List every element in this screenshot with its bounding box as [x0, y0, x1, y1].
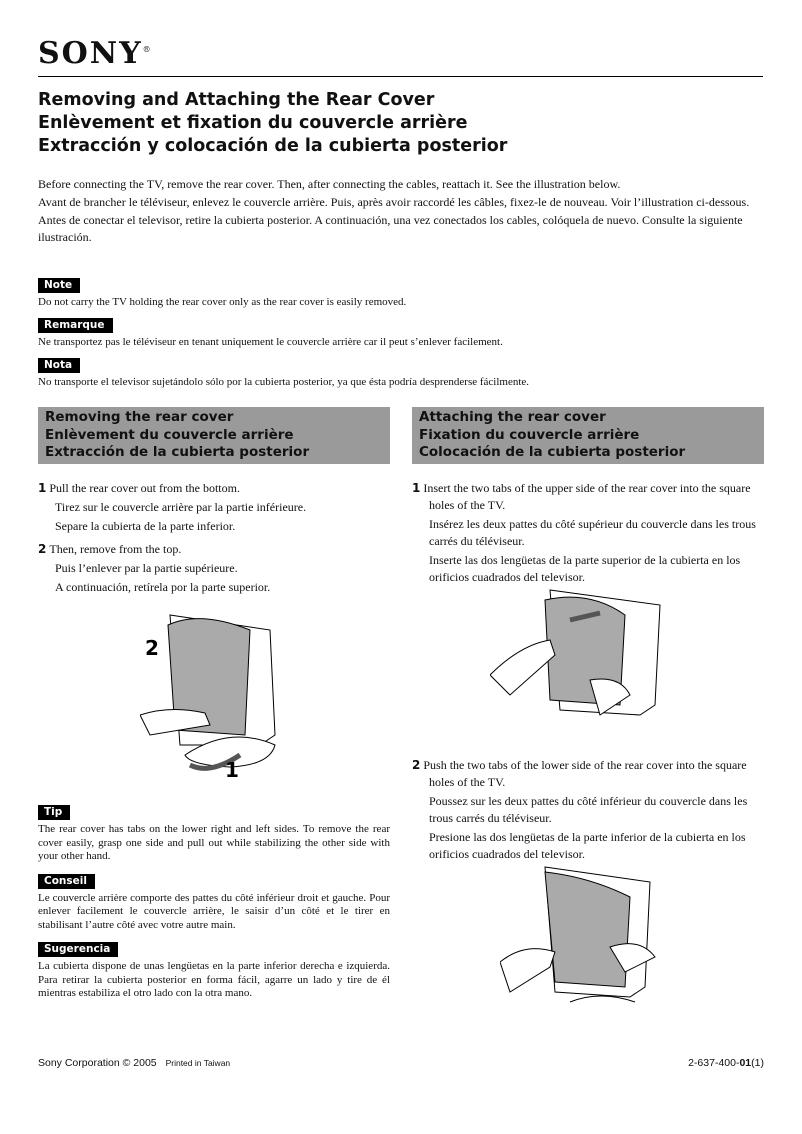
removing-header	[38, 407, 390, 464]
step-text: Puis l’enlever par la partie supérieure.	[55, 561, 238, 575]
notes	[38, 275, 766, 395]
header-rule	[38, 76, 763, 77]
remarque-text: Ne transportez pas le téléviseur en tenant uniquement le couvercle arrière car il peut s’enlever facilement.	[38, 336, 503, 348]
sugerencia-label: Sugerencia	[38, 942, 118, 957]
removing-section	[38, 407, 390, 602]
step-text: Insert the two tabs of the upper side of the rear cover into the square holes of the TV.	[423, 481, 751, 512]
nota-label: Nota	[38, 358, 80, 373]
removing-step-2	[38, 541, 390, 596]
step-text: Insérez les deux pattes du côté supérieur du couvercle dans les trous carrés du téléviseur.	[429, 517, 756, 548]
tips	[38, 802, 390, 1008]
attaching-step-2	[412, 757, 764, 869]
attaching-step-1	[412, 480, 764, 586]
callout-2: 2	[145, 636, 159, 660]
step-number: 1	[412, 481, 421, 495]
printed-in: Printed in Taiwan	[165, 1058, 231, 1068]
attaching-bottom-illustration	[500, 862, 670, 1012]
intro-en: Before connecting the TV, remove the rear cover. Then, after connecting the cables, reattach it. See the illustration below.	[38, 177, 621, 191]
header-line: Removing the rear cover	[45, 409, 234, 425]
attaching-header	[412, 407, 764, 464]
title-fr: Enlèvement et fixation du couvercle arrière	[38, 113, 468, 133]
intro	[38, 176, 766, 247]
remarque-label: Remarque	[38, 318, 113, 333]
title-es: Extracción y colocación de la cubierta posterior	[38, 136, 508, 156]
title-en: Removing and Attaching the Rear Cover	[38, 90, 435, 110]
page-title	[38, 89, 507, 158]
intro-es: Antes de conectar el televisor, retire la cubierta posterior. A continuación, una vez conectados los cables, colóquela de nuevo. Consulte la siguiente ilustración.	[38, 213, 743, 244]
step-text: Pull the rear cover out from the bottom.	[49, 481, 240, 495]
step-text: Tirez sur le couvercle arrière par la partie inférieure.	[55, 500, 307, 514]
note-label: Note	[38, 278, 80, 293]
code-bold: 01	[739, 1057, 752, 1069]
step-number: 2	[412, 758, 421, 772]
callout-1: 1	[225, 758, 239, 782]
conseil-label: Conseil	[38, 874, 95, 889]
step-text: Inserte las dos lengüetas de la parte superior de la cubierta en los orificios cuadrados del televisor.	[429, 553, 741, 584]
sugerencia-text: La cubierta dispone de unas lengüetas en la parte inferior derecha e izquierda. Para retirar la cubierta posterior en forma fácil, agarre un lado y tire de él mientras estabiliza el otro lado con la otra mano.	[38, 960, 390, 999]
step-number: 1	[38, 481, 47, 495]
tip-text: The rear cover has tabs on the lower right and left sides. To remove the rear cover easily, grasp one side and pull out while stabilizing the other side with your other hand.	[38, 823, 390, 862]
intro-fr: Avant de brancher le téléviseur, enlevez le couvercle arrière. Puis, après avoir raccordé les câbles, fixez-le de nouveau. Voir l’illustration ci-dessous.	[38, 195, 750, 209]
header-line: Attaching the rear cover	[419, 409, 606, 425]
header-line: Colocación de la cubierta posterior	[419, 444, 686, 460]
nota-text: No transporte el televisor sujetándolo sólo por la cubierta posterior, ya que ésta podría desprenderse fácilmente.	[38, 376, 530, 388]
step-text: Then, remove from the top.	[49, 542, 182, 556]
header-line: Fixation du couvercle arrière	[419, 426, 640, 443]
conseil-text: Le couvercle arrière comporte des pattes du côté inférieur droit et gauche. Pour enlever facilement le couvercle arrière, le saisir d’un côté et le tirer en stabilisant l’autre côté avec votre autre main.	[38, 891, 390, 931]
note-text: Do not carry the TV holding the rear cover only as the rear cover is easily removed.	[38, 296, 407, 308]
footer-left	[38, 1057, 230, 1069]
sony-logo: SONY®	[38, 36, 151, 71]
step-text: Presione las dos lengüetas de la parte inferior de la cubierta en los orificios cuadrados del televisor.	[429, 830, 746, 861]
removing-step-1	[38, 480, 390, 535]
header-line: Enlèvement du couvercle arrière	[45, 426, 294, 443]
copyright: Sony Corporation © 2005	[38, 1057, 157, 1069]
removing-illustration	[140, 605, 290, 785]
code-prefix: 2-637-400-	[688, 1057, 740, 1069]
step-text: Push the two tabs of the lower side of the rear cover into the square holes of the TV.	[423, 758, 747, 789]
step-number: 2	[38, 542, 47, 556]
attaching-top-illustration	[490, 585, 670, 730]
header-line: Extracción de la cubierta posterior	[45, 444, 310, 460]
part-number	[688, 1057, 764, 1069]
attaching-section	[412, 407, 764, 592]
tip-label: Tip	[38, 805, 70, 820]
step-text: Poussez sur les deux pattes du côté inférieur du couvercle dans les trous carrés du téléviseur.	[429, 794, 748, 825]
code-suffix: (1)	[751, 1057, 764, 1069]
step-text: Separe la cubierta de la parte inferior.	[55, 519, 236, 533]
step-text: A continuación, retírela por la parte superior.	[55, 580, 271, 594]
